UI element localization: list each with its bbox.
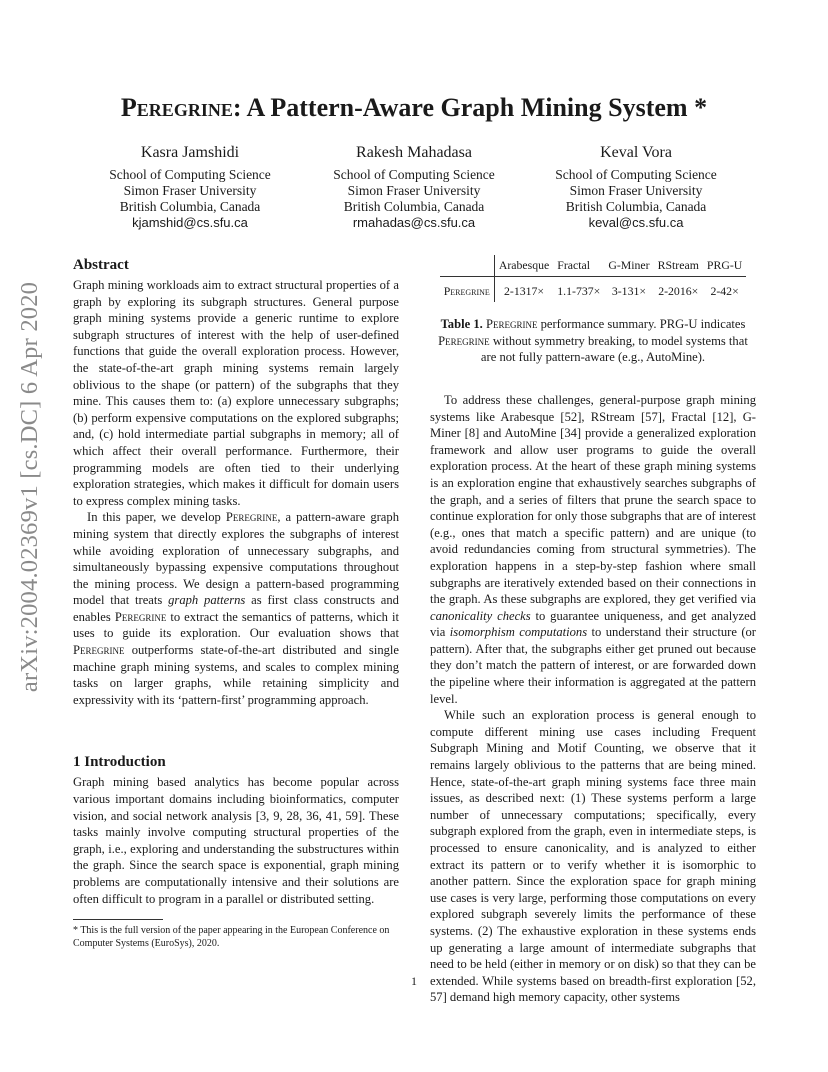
author-university: Simon Fraser University [347, 183, 481, 198]
author-email: keval@cs.sfu.ca [588, 215, 684, 230]
author-block-2 [299, 143, 529, 231]
introduction-heading: 1 Introduction [73, 754, 166, 771]
author-university: Simon Fraser University [123, 183, 257, 198]
table-caption: Table 1. Peregrine performance summary. PRG-U indicates Peregrine without symmetry breaking, to model systems that are not fully pattern-aware (e.g., AutoMine). [438, 317, 748, 365]
author-location: British Columbia, Canada [343, 199, 485, 214]
author-university: Simon Fraser University [569, 183, 703, 198]
title-rest: : A Pattern-Aware Graph Mining System [232, 93, 688, 122]
footnote-divider [73, 919, 163, 920]
table-row [440, 276, 747, 302]
table-cell: 2-1317× [504, 283, 545, 298]
abstract-paragraph-2: In this paper, we develop Peregrine, a pattern-aware graph mining system that directly explores the subgraphs of interest while avoiding exploration of unnecessary subgraphs, and simultaneously bypassing expensive computations throughout the mining process. We design a pattern-based programming model that treats graph patterns as first class constructs and enables Peregrine to extract the semantics of patterns, which it uses to guide its exploration. Our evaluation shows that Peregrine outperforms state-of-the-art distributed and single machine graph mining systems, and scales to complex mining tasks on larger graphs, while retaining simplicity and expressivity with its ‘pattern-first’ programming approach. [73, 510, 399, 707]
left-column [73, 255, 399, 950]
author-name: Kasra Jamshidi [140, 144, 240, 161]
author-dept: School of Computing Science [333, 167, 495, 182]
author-name: Keval Vora [600, 144, 672, 161]
table-cell: 1.1-737× [557, 283, 601, 298]
author-name: Rakesh Mahadasa [356, 144, 472, 161]
right-paragraph-2: While such an exploration process is general enough to compute different mining use cases including Frequent Subgraph Mining and Motif Counting, we observe that it remains largely oblivious to the patterns that are being mined. Hence, state-of-the-art graph mining systems face three main issues, as described next: (1) These systems perform a large number of unnecessary computations; specifically, every subgraph explored from the graph, even in intermediate steps, is processed to ensure canonicality, and is analyzed to either extract its pattern or to verify whether it is isomorphic to another pattern. Since the exploration space for graph mining use cases is very large, performing those computations on every explored subgraph severely limits the performance of these systems. (2) The exhaustive exploration in these systems ends up generating a large amount of intermediate subgraphs that need to be held (either in memory or on disk) so that they can be extended. While systems based on breadth-first exploration [52, 57] demand high memory capacity, other systems [430, 708, 756, 1005]
title-footnote-mark: * [687, 93, 708, 122]
abstract-heading: Abstract [73, 257, 129, 273]
arxiv-stamp [8, 281, 52, 693]
right-paragraph-1: To address these challenges, general-purpose graph mining systems like Arabesque [52], RStream [57], Fractal [12], G-Miner [8] and AutoMine [34] provide a generalized exploration framework and allow user programs to guide the overall exploration process. At the heart of these graph mining systems is an exploration engine that exhaustively searches subgraphs of the graph, and a series of filters that prune the search space to continue exploration for only those subgraphs that are of interest (e.g., ones that match a specific pattern) and are unique (to avoid redundancies coming from structural symmetries). The exploration happens in a step-by-step fashion where small subgraphs are iteratively extended based on their connections in the graph. As these subgraphs are explored, they get verified via canonicality checks to guarantee uniqueness, and get analyzed via isomorphism computations to understand their structure (or pattern). After that, the subgraphs either get pruned out because they don’t match the pattern of interest, or are forwarded down the pipeline where their information is aggregated at the pattern level. [430, 392, 756, 706]
paper-title [0, 89, 828, 127]
intro-paragraph-1: Graph mining based analytics has become popular across various important domains including bioinformatics, computer vision, and social network analysis [3, 9, 28, 36, 41, 59]. These tasks mainly involve computing structural properties of the graph, i.e., exploring and understanding the substructures within the graph. Since the search space is exponential, graph mining problems are computationally intensive and their solutions are often difficult to program in a parallel or distributed setting. [73, 775, 399, 906]
performance-table [440, 255, 747, 302]
table-row-label: Peregrine [440, 276, 495, 302]
right-column [430, 255, 756, 1006]
table-header-row [440, 255, 747, 276]
author-location: British Columbia, Canada [565, 199, 707, 214]
table-header: RStream [654, 255, 703, 276]
author-email: kjamshid@cs.sfu.ca [132, 215, 248, 230]
table-header: Arabesque [494, 255, 553, 276]
author-dept: School of Computing Science [109, 167, 271, 182]
title-system-name: Peregrine [120, 93, 233, 122]
table-header: PRG-U [703, 255, 746, 276]
table-cell: 2-2016× [658, 283, 699, 298]
author-location: British Columbia, Canada [119, 199, 261, 214]
table-cell: 2-42× [710, 283, 739, 298]
author-dept: School of Computing Science [555, 167, 717, 182]
author-email: rmahadas@cs.sfu.ca [352, 215, 476, 230]
page-number: 1 [411, 974, 417, 988]
author-block-1 [75, 143, 305, 231]
footnote: * This is the full version of the paper appearing in the European Conference on Computer Systems (EuroSys), 2020. [73, 925, 390, 950]
table-header: Fractal [553, 255, 604, 276]
table-header: G-Miner [604, 255, 653, 276]
table-corner-cell [440, 255, 495, 276]
author-block-3 [521, 143, 751, 231]
arxiv-stamp-text: arXiv:2004.02369v1 [cs.DC] 6 Apr 2020 [16, 281, 43, 693]
abstract-paragraph-1: Graph mining workloads aim to extract structural properties of a graph by exploring its subgraph structures. General purpose graph mining systems provide a generic runtime to explore subgraph structures of interest with the help of user-defined functions that guide the overall exploration process. However, the state-of-the-art graph mining systems remain largely oblivious to the shape (or pattern) of the subgraphs that they mine. This causes them to: (a) explore unnecessary subgraphs; (b) perform expensive computations on the explored subgraphs; and, (c) hold intermediate partial subgraphs in memory; all of which affect their overall performance. Furthermore, their programming models are often tied to their underlying exploration strategies, which makes it difficult for domain users to express complex mining tasks. [73, 278, 399, 508]
table-cell: 3-131× [611, 283, 647, 298]
